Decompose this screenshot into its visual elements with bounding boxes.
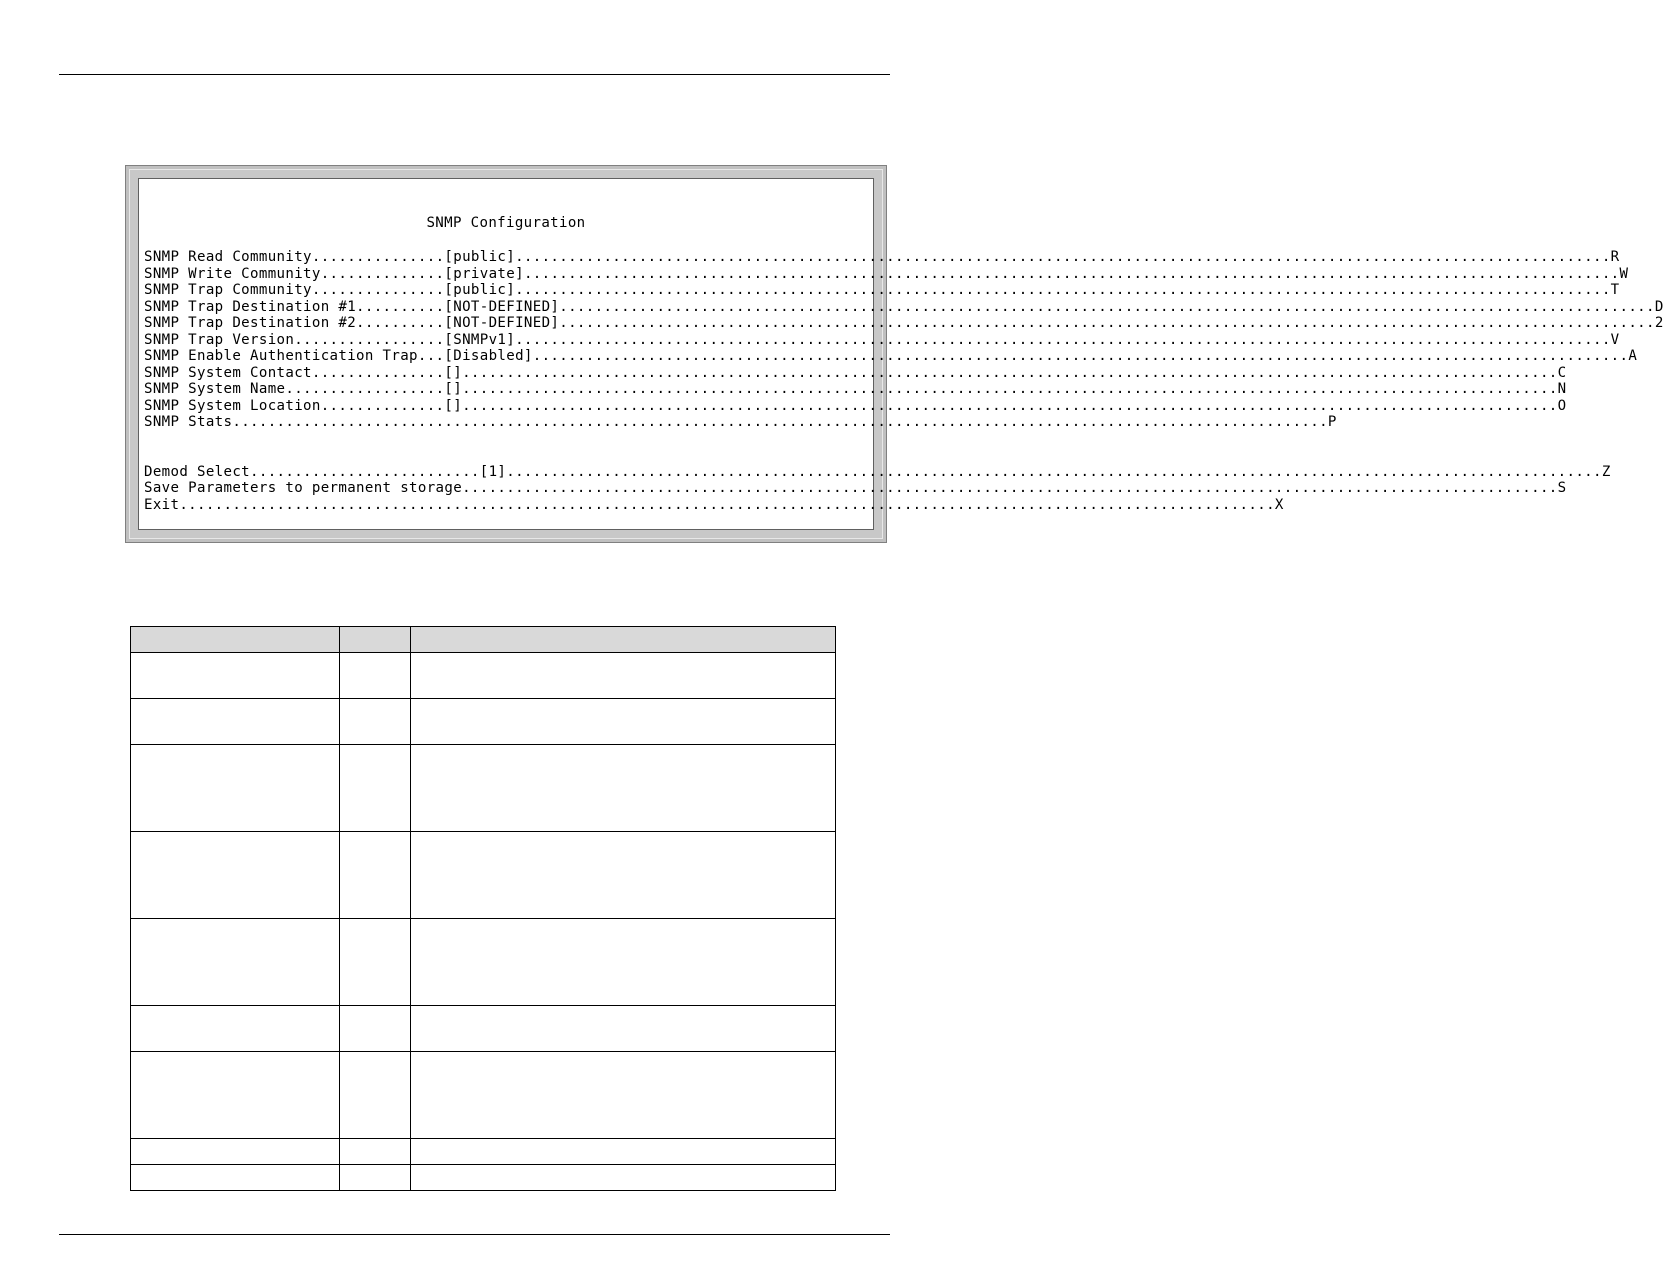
table-cell — [131, 699, 340, 745]
menu-item-label: Exit — [144, 496, 180, 513]
menu-item-hotkey: T — [1610, 282, 1620, 298]
menu-item-label: SNMP System Name — [144, 381, 286, 397]
menu-item-leader: .......... — [356, 315, 445, 331]
menu-item-leader — [506, 464, 1602, 481]
menu-item-label: SNMP System Contact — [144, 364, 312, 381]
table-cell — [411, 1006, 836, 1052]
table-cell — [340, 1139, 411, 1165]
menu-item-label: SNMP Stats — [144, 414, 233, 430]
menu-item-leader — [179, 497, 1275, 514]
menu-item-leader: ... — [417, 348, 445, 364]
header-rule — [59, 74, 890, 75]
menu-item-leader — [462, 365, 1558, 382]
header-cell — [131, 627, 340, 653]
menu-item-leader — [533, 348, 1629, 365]
table-cell — [340, 832, 411, 919]
menu-item-hotkey: N — [1557, 381, 1567, 397]
table-cell — [340, 699, 411, 745]
menu-item-label: SNMP Trap Destination #2 — [144, 315, 357, 331]
menu-item-p[interactable] — [144, 414, 1337, 431]
menu-item-leader — [515, 332, 1611, 349]
menu-item-hotkey: X — [1274, 496, 1284, 513]
table-row — [131, 699, 836, 745]
menu-item-leader: ............... — [311, 249, 445, 265]
parameter-table — [130, 626, 836, 1191]
menu-item-leader: .................. — [285, 381, 445, 397]
menu-item-leader: ............... — [311, 282, 445, 298]
menu-item-n[interactable] — [144, 381, 1567, 398]
table-row — [131, 919, 836, 1006]
table-cell — [340, 745, 411, 832]
menu-item-x[interactable] — [144, 496, 1284, 514]
menu-item-leader — [232, 414, 1328, 431]
menu-item-leader — [559, 315, 1655, 332]
menu-item-value: [] — [444, 381, 463, 397]
menu-item-hotkey: P — [1327, 414, 1337, 430]
menu-item-value: [] — [444, 364, 463, 381]
terminal-bevel — [129, 169, 1664, 539]
menu-item-label: Demod Select — [144, 463, 251, 480]
menu-item-leader: ................. — [294, 331, 445, 348]
table-row — [131, 832, 836, 919]
menu-item-value: [NOT-DEFINED] — [444, 298, 560, 315]
table-row — [131, 745, 836, 832]
menu-item-r[interactable] — [144, 249, 1620, 266]
menu-item-leader — [515, 282, 1611, 299]
table-cell — [131, 919, 340, 1006]
table-cell — [131, 832, 340, 919]
menu-item-z[interactable] — [144, 463, 1611, 481]
menu-item-leader: .......................... — [250, 463, 480, 480]
menu-item-leader: .......... — [356, 298, 445, 315]
table-cell — [131, 1052, 340, 1139]
menu-item-leader — [462, 480, 1558, 497]
menu-item-leader — [515, 249, 1611, 266]
table-cell — [131, 745, 340, 832]
terminal-title: SNMP Configuration — [426, 215, 586, 231]
menu-item-v[interactable] — [144, 331, 1620, 349]
menu-item-leader — [462, 381, 1558, 398]
header-cell — [411, 627, 836, 653]
menu-item-value: [Disabled] — [444, 348, 533, 364]
menu-item-hotkey: D — [1654, 298, 1664, 315]
menu-item-leader — [462, 398, 1558, 415]
menu-item-value: [SNMPv1] — [444, 331, 516, 348]
table-cell — [411, 653, 836, 699]
table-cell — [411, 745, 836, 832]
menu-item-w[interactable] — [144, 265, 1629, 283]
table-row — [131, 1139, 836, 1165]
menu-item-label: SNMP Trap Version — [144, 331, 295, 348]
menu-item-hotkey: C — [1557, 364, 1567, 381]
table-row — [131, 1006, 836, 1052]
menu-item-leader — [524, 266, 1620, 283]
menu-item-value: [NOT-DEFINED] — [444, 315, 560, 331]
table-cell — [340, 919, 411, 1006]
snmp-menu — [144, 249, 1664, 513]
menu-item-label: SNMP Trap Destination #1 — [144, 298, 357, 315]
menu-item-o[interactable] — [144, 397, 1567, 415]
table-cell — [131, 1165, 340, 1191]
menu-item-value: [public] — [444, 282, 516, 298]
menu-item-label: SNMP Trap Community — [144, 282, 312, 298]
menu-item-label: Save Parameters to permanent storage — [144, 480, 463, 496]
menu-item-hotkey: V — [1610, 331, 1620, 348]
menu-item-s[interactable] — [144, 480, 1567, 497]
table-row — [131, 1052, 836, 1139]
menu-item-value: [] — [444, 397, 463, 414]
table-row — [131, 653, 836, 699]
table-cell — [340, 1006, 411, 1052]
menu-item-t[interactable] — [144, 282, 1620, 299]
table-cell — [131, 653, 340, 699]
menu-item-hotkey: 2 — [1654, 315, 1664, 331]
table-header-row — [131, 627, 836, 653]
menu-item-value: [1] — [479, 463, 507, 480]
table-cell — [411, 919, 836, 1006]
terminal-screen[interactable] — [138, 178, 1664, 530]
table-cell — [131, 1006, 340, 1052]
table-cell — [411, 1165, 836, 1191]
table-row — [131, 1165, 836, 1191]
menu-item-value: [private] — [444, 265, 524, 282]
menu-item-hotkey: W — [1619, 265, 1629, 282]
menu-item-label: SNMP System Location — [144, 397, 321, 414]
table-cell — [411, 1052, 836, 1139]
menu-item-hotkey: A — [1628, 348, 1638, 364]
menu-item-2[interactable] — [144, 315, 1664, 332]
footer-rule — [59, 1234, 890, 1235]
menu-item-hotkey: Z — [1601, 463, 1611, 480]
table-cell — [411, 1139, 836, 1165]
menu-item-label: SNMP Enable Authentication Trap — [144, 348, 418, 364]
table-cell — [411, 832, 836, 919]
menu-item-c[interactable] — [144, 364, 1567, 382]
menu-item-leader: ............... — [311, 364, 445, 381]
menu-item-hotkey: O — [1557, 397, 1567, 414]
menu-item-d[interactable] — [144, 298, 1664, 316]
menu-item-label: SNMP Read Community — [144, 249, 312, 265]
table-cell — [340, 653, 411, 699]
menu-item-leader: .............. — [320, 397, 445, 414]
table-cell — [340, 1052, 411, 1139]
table-cell — [131, 1139, 340, 1165]
menu-item-hotkey: S — [1557, 480, 1567, 496]
table-cell — [340, 1165, 411, 1191]
menu-item-hotkey: R — [1610, 249, 1620, 265]
terminal-window — [125, 165, 1664, 543]
menu-item-leader — [559, 299, 1655, 316]
menu-item-leader: .............. — [320, 265, 445, 282]
header-cell — [340, 627, 411, 653]
menu-item-label: SNMP Write Community — [144, 265, 321, 282]
table-cell — [411, 699, 836, 745]
menu-item-value: [public] — [444, 249, 516, 265]
menu-item-a[interactable] — [144, 348, 1638, 365]
